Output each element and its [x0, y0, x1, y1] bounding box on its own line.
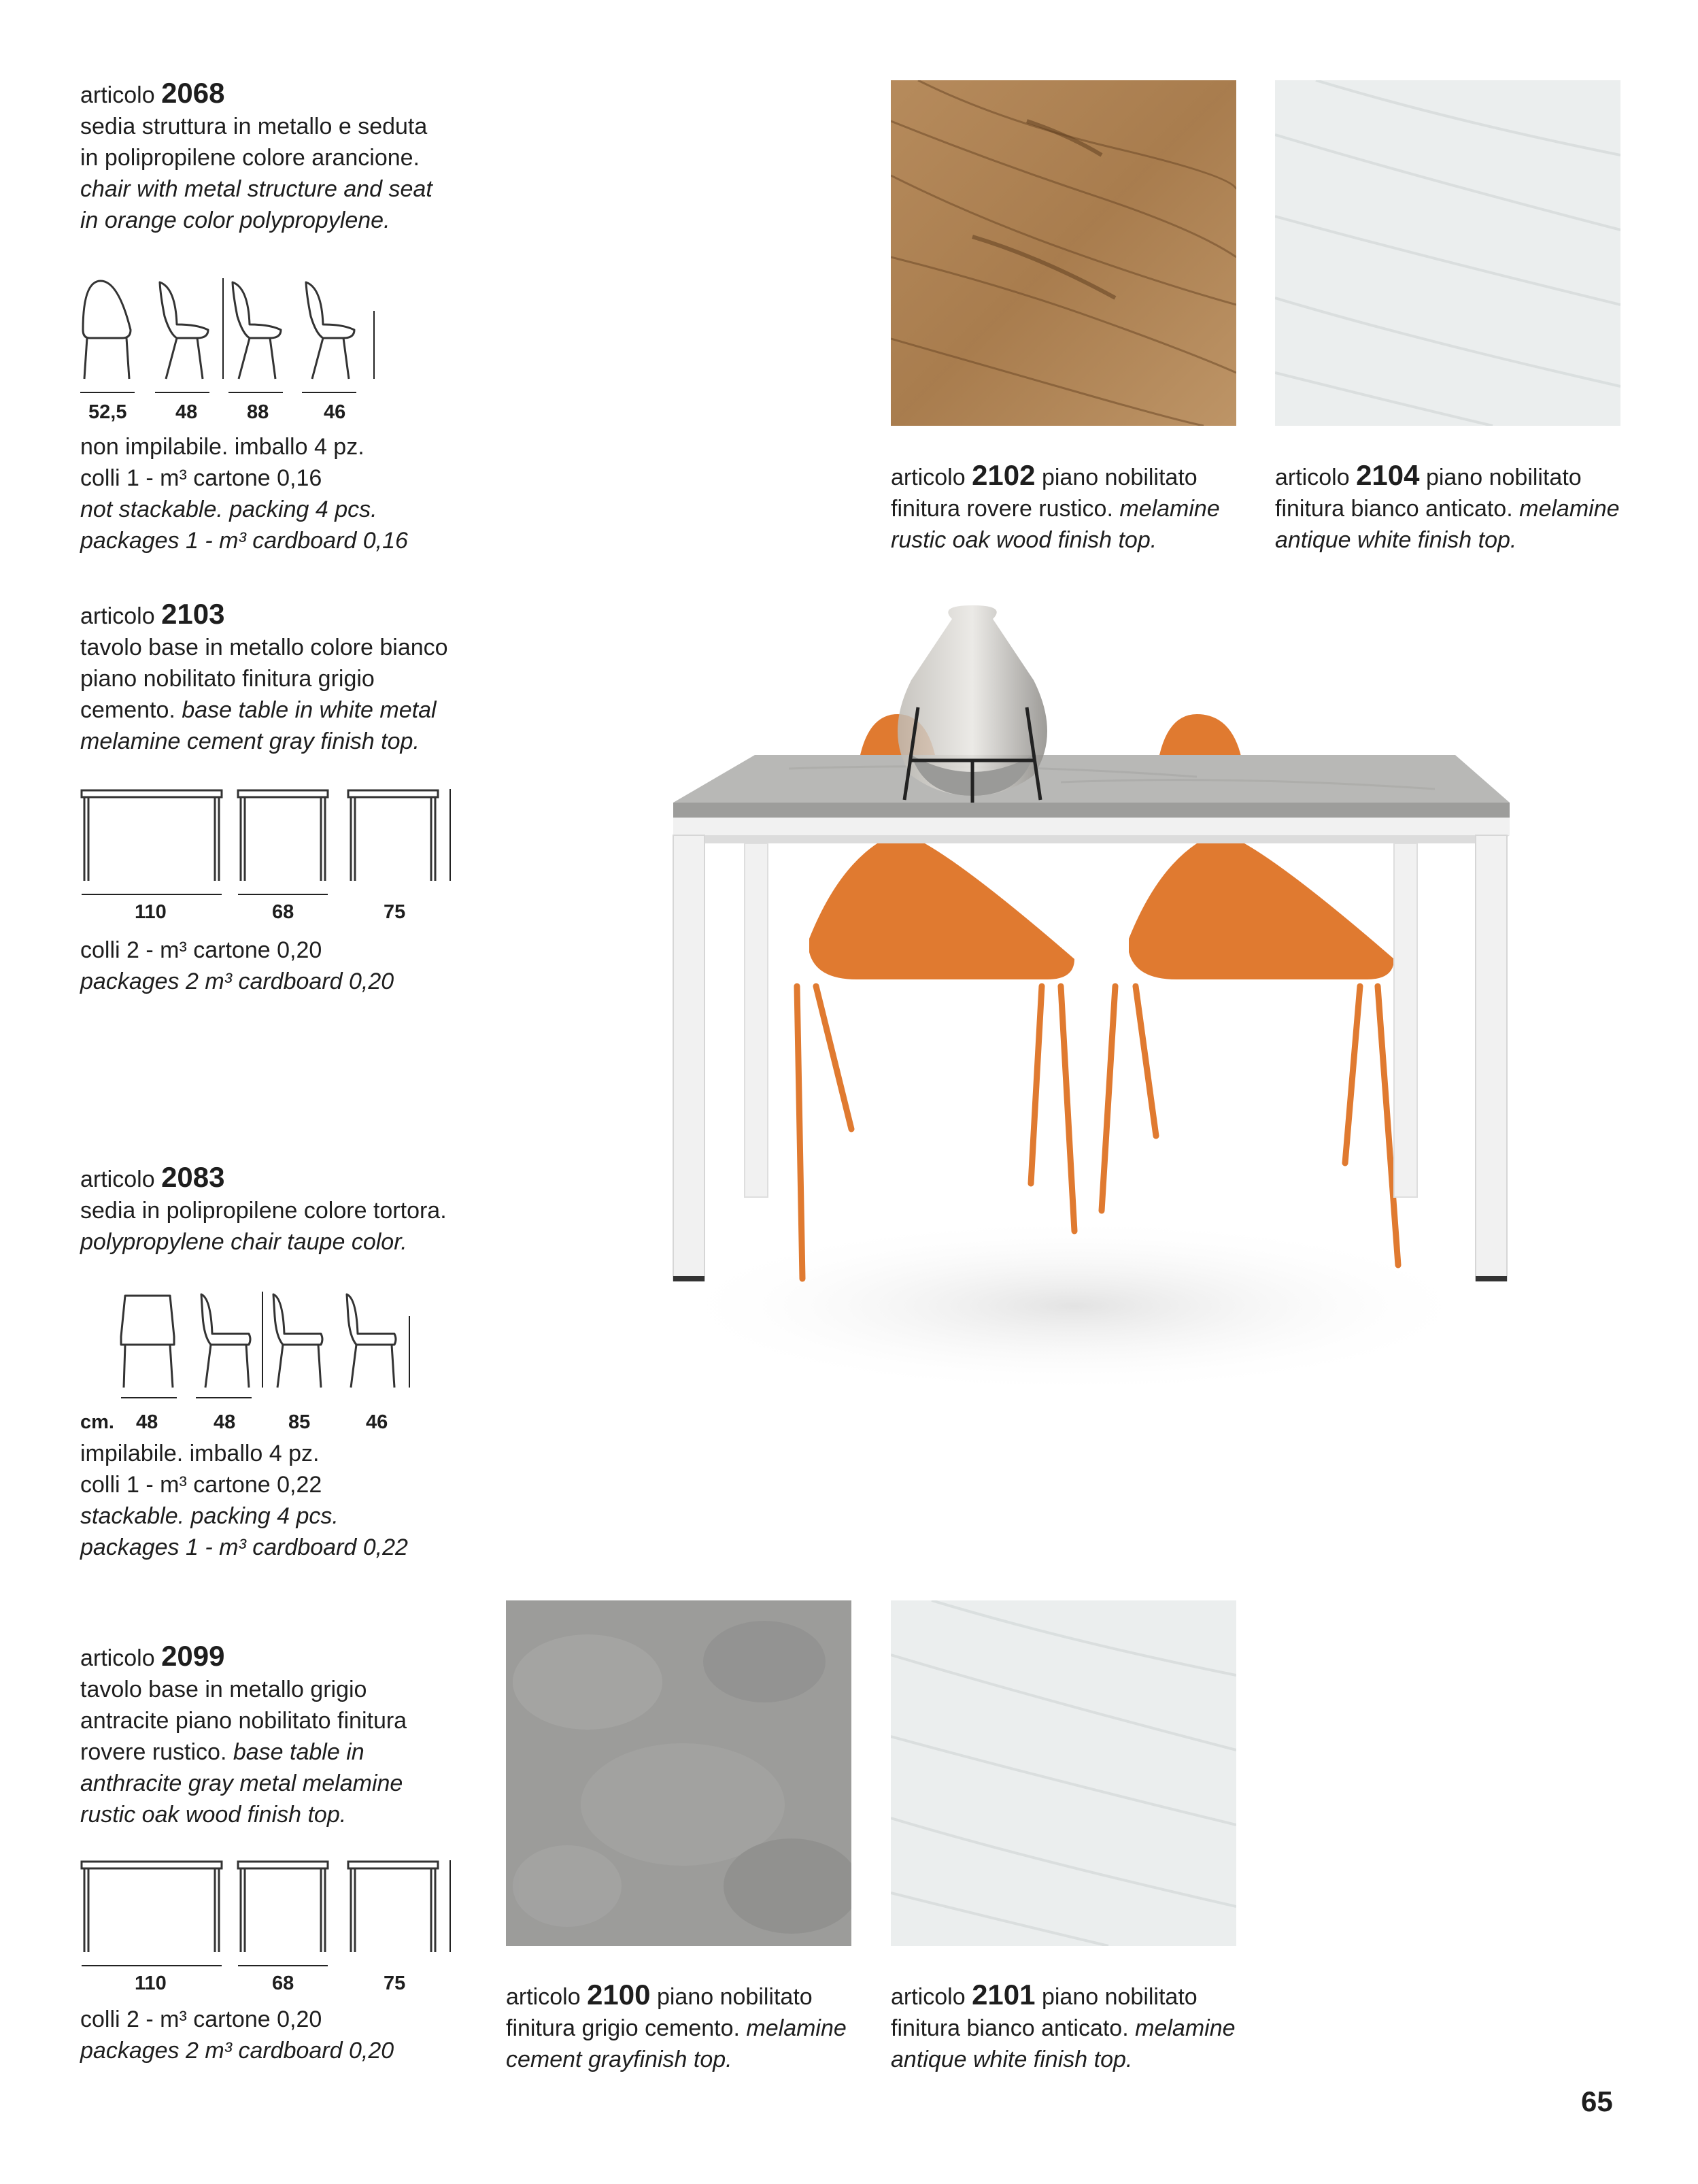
packages-it: colli 1 - m³ cartone 0,16	[80, 465, 322, 491]
product-2068-description	[80, 78, 432, 236]
packages-en: packages 1 - m³ cardboard 0,22	[80, 1534, 408, 1560]
description-en: in orange color polypropylene.	[80, 207, 390, 233]
article-code: 2104	[1356, 459, 1420, 491]
product-2083-packing	[80, 1438, 408, 1563]
packing-en: stackable. packing 4 pcs.	[80, 1503, 339, 1529]
dimension-length: 110	[135, 1972, 167, 1994]
dimension-width: 68	[272, 1972, 294, 1994]
description-it: sedia struttura in metallo e seduta	[80, 114, 428, 139]
chair-2068-dimensions	[80, 401, 386, 426]
chair-views-icon	[75, 275, 388, 411]
caption-it: finitura bianco anticato.	[891, 2015, 1129, 2041]
description-en: rustic oak wood finish top.	[80, 1802, 347, 1828]
article-code: 2102	[972, 459, 1036, 491]
packages-en: packages 1 - m³ cardboard 0,16	[80, 528, 408, 554]
article-label: articolo	[80, 82, 155, 108]
dimension-seat-height: 46	[366, 1411, 388, 1433]
caption-it: piano nobilitato	[1425, 465, 1582, 490]
article-label: articolo	[891, 465, 966, 490]
table-views-icon	[75, 782, 469, 905]
description-en: base table in white metal	[182, 697, 437, 723]
chair-views-icon	[116, 1289, 428, 1411]
dimension-width: 48	[136, 1411, 158, 1433]
packing-en: not stackable. packing 4 pcs.	[80, 497, 377, 522]
dimension-depth: 48	[175, 401, 198, 423]
swatch-antique-white-2101	[891, 1600, 1236, 1946]
dimension-height: 85	[288, 1411, 311, 1433]
packing-it: non impilabile. imballo 4 pz.	[80, 434, 364, 460]
description-it: in polipropilene colore arancione.	[80, 145, 420, 171]
glass-vase	[898, 605, 1047, 803]
caption-en: melamine	[1135, 2015, 1236, 2041]
caption-en: rustic oak wood finish top.	[891, 527, 1157, 553]
packages-it: colli 2 - m³ cartone 0,20	[80, 2006, 322, 2032]
article-label: articolo	[891, 1984, 966, 2010]
description-it: cemento.	[80, 697, 175, 723]
product-2083-description	[80, 1162, 447, 1258]
table-2103-dimension-drawings	[75, 782, 469, 905]
packages-it: colli 1 - m³ cartone 0,22	[80, 1472, 322, 1498]
caption-en: melamine	[746, 2015, 847, 2041]
product-2099-packing	[80, 2004, 394, 2066]
page-number: 65	[1581, 2085, 1613, 2117]
caption-en: cement grayfinish top.	[506, 2047, 732, 2072]
chair-2068-dimension-drawings	[75, 275, 388, 411]
finish-2101-caption	[891, 1979, 1236, 2075]
finish-2104-caption	[1275, 460, 1620, 556]
caption-en: antique white finish top.	[1275, 527, 1517, 553]
description-en: polypropylene chair taupe color.	[80, 1229, 407, 1255]
article-label: articolo	[80, 603, 155, 629]
description-en: chair with metal structure and seat	[80, 176, 432, 202]
description-en: anthracite gray metal melamine	[80, 1770, 403, 1796]
swatch-antique-white-2104	[1275, 80, 1620, 426]
dimension-height: 88	[247, 401, 269, 423]
article-code: 2100	[587, 1979, 651, 2011]
caption-it: finitura rovere rustico.	[891, 496, 1113, 522]
article-code: 2103	[161, 598, 225, 630]
caption-it: piano nobilitato	[656, 1984, 813, 2010]
chair-2083-dimensions	[80, 1411, 434, 1436]
swatch-rustic-oak	[891, 80, 1236, 426]
article-code: 2099	[161, 1640, 225, 1672]
table-2099-dimensions	[80, 1972, 461, 1997]
caption-en: antique white finish top.	[891, 2047, 1133, 2072]
description-it: antracite piano nobilitato finitura	[80, 1708, 407, 1734]
packages-it: colli 2 - m³ cartone 0,20	[80, 937, 322, 963]
product-2103-description	[80, 599, 448, 757]
caption-it: piano nobilitato	[1041, 465, 1198, 490]
packages-en: packages 2 m³ cardboard 0,20	[80, 969, 394, 994]
table-2099-dimension-drawings	[75, 1853, 469, 1976]
article-code: 2083	[161, 1161, 225, 1193]
swatch-cement-gray	[506, 1600, 851, 1946]
finish-2102-caption	[891, 460, 1220, 556]
description-en: base table in	[233, 1739, 364, 1765]
description-en: melamine cement gray finish top.	[80, 728, 420, 754]
description-it: tavolo base in metallo grigio	[80, 1677, 367, 1702]
product-2103-packing	[80, 935, 394, 997]
table-views-icon	[75, 1853, 469, 1976]
caption-it: finitura grigio cemento.	[506, 2015, 740, 2041]
dimension-width: 68	[272, 901, 294, 923]
product-2099-description	[80, 1641, 407, 1830]
article-code: 2068	[161, 77, 225, 109]
dimension-unit: cm.	[80, 1411, 114, 1433]
caption-it: piano nobilitato	[1041, 1984, 1198, 2010]
dimension-height: 75	[384, 901, 406, 923]
chair-2083-dimension-drawings	[116, 1289, 428, 1411]
description-it: sedia in polipropilene colore tortora.	[80, 1198, 447, 1224]
dimension-seat-height: 46	[324, 401, 346, 423]
description-it: rovere rustico.	[80, 1739, 227, 1765]
dimension-height: 75	[384, 1972, 406, 1994]
caption-it: finitura bianco anticato.	[1275, 496, 1513, 522]
article-label: articolo	[506, 1984, 581, 2010]
description-it: piano nobilitato finitura grigio	[80, 666, 375, 692]
article-label: articolo	[80, 1166, 155, 1192]
dimension-depth: 48	[214, 1411, 236, 1433]
article-code: 2101	[972, 1979, 1036, 2011]
packages-en: packages 2 m³ cardboard 0,20	[80, 2038, 394, 2064]
product-photo-table-and-chairs	[653, 599, 1537, 1415]
dimension-length: 110	[135, 901, 167, 923]
caption-en: melamine	[1119, 496, 1220, 522]
dimension-width: 52,5	[88, 401, 127, 423]
table-2103-dimensions	[80, 901, 461, 926]
product-2068-packing	[80, 431, 408, 556]
article-label: articolo	[1275, 465, 1350, 490]
caption-en: melamine	[1519, 496, 1620, 522]
finish-2100-caption	[506, 1979, 847, 2075]
article-label: articolo	[80, 1645, 155, 1671]
description-it: tavolo base in metallo colore bianco	[80, 635, 448, 660]
packing-it: impilabile. imballo 4 pz.	[80, 1441, 320, 1466]
